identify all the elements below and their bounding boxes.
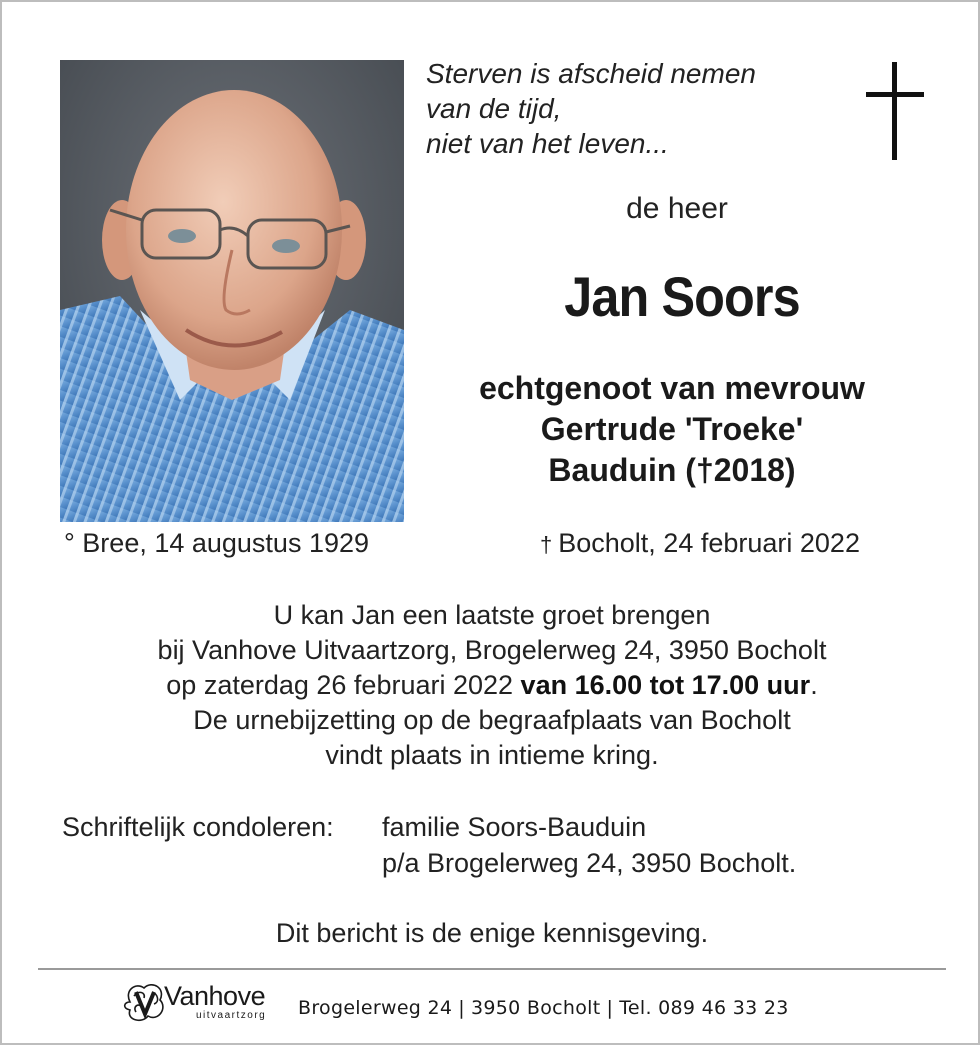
footer-phone: Tel. 089 46 33 23 bbox=[619, 997, 789, 1019]
salutation: de heer bbox=[626, 192, 728, 225]
condolence-name: familie Soors-Bauduin bbox=[382, 812, 647, 842]
farewell-date: op zaterdag 26 februari 2022 bbox=[166, 670, 521, 700]
footer-separator: | bbox=[458, 997, 465, 1019]
memorial-quote bbox=[426, 56, 756, 161]
condolence-label: Schriftelijk condoleren: bbox=[62, 812, 334, 842]
footer-contact bbox=[298, 997, 789, 1019]
farewell-info bbox=[2, 598, 980, 773]
divider bbox=[38, 968, 946, 970]
portrait-illustration bbox=[60, 60, 404, 522]
spouse-info bbox=[422, 368, 922, 491]
farewell-line: bij Vanhove Uitvaartzorg, Brogelerweg 24, 3950 Bocholt bbox=[157, 635, 827, 665]
farewell-period: . bbox=[810, 670, 818, 700]
footer-city: 3950 Bocholt bbox=[471, 997, 601, 1019]
farewell-line: U kan Jan een laatste groet brengen bbox=[273, 600, 711, 630]
latin-cross-icon bbox=[866, 62, 924, 160]
spouse-line: Gertrude 'Troeke' bbox=[540, 411, 804, 447]
farewell-line bbox=[2, 668, 980, 703]
farewell-line: vindt plaats in intieme kring. bbox=[325, 740, 659, 770]
farewell-hours: van 16.00 tot 17.00 uur bbox=[520, 670, 811, 700]
quote-line: niet van het leven... bbox=[426, 128, 669, 159]
death-text: Bocholt, 24 februari 2022 bbox=[558, 528, 860, 558]
birth-info: ° Bree, 14 augustus 1929 bbox=[64, 528, 370, 558]
vanhove-logo-mark bbox=[122, 980, 168, 1024]
farewell-line: De urnebijzetting op de begraafplaats van Bocholt bbox=[193, 705, 791, 735]
deceased-name: Jan Soors bbox=[564, 265, 800, 328]
logo-name: Vanhove bbox=[164, 981, 266, 1011]
footer-separator: | bbox=[606, 997, 614, 1019]
quote-line: Sterven is afscheid nemen bbox=[426, 58, 756, 89]
death-cross-icon: † bbox=[540, 532, 553, 557]
footer-street: Brogelerweg 24 bbox=[298, 997, 453, 1019]
spouse-line: Bauduin (†2018) bbox=[548, 452, 796, 488]
condolence-address: p/a Brogelerweg 24, 3950 Bocholt. bbox=[382, 848, 797, 878]
portrait-photo bbox=[60, 60, 404, 522]
logo-subtitle: uitvaartzorg bbox=[196, 1010, 267, 1021]
death-info bbox=[540, 528, 860, 559]
spouse-line: echtgenoot van mevrouw bbox=[479, 370, 865, 406]
notice-text: Dit bericht is de enige kennisgeving. bbox=[275, 918, 709, 948]
quote-line: van de tijd, bbox=[426, 93, 562, 124]
